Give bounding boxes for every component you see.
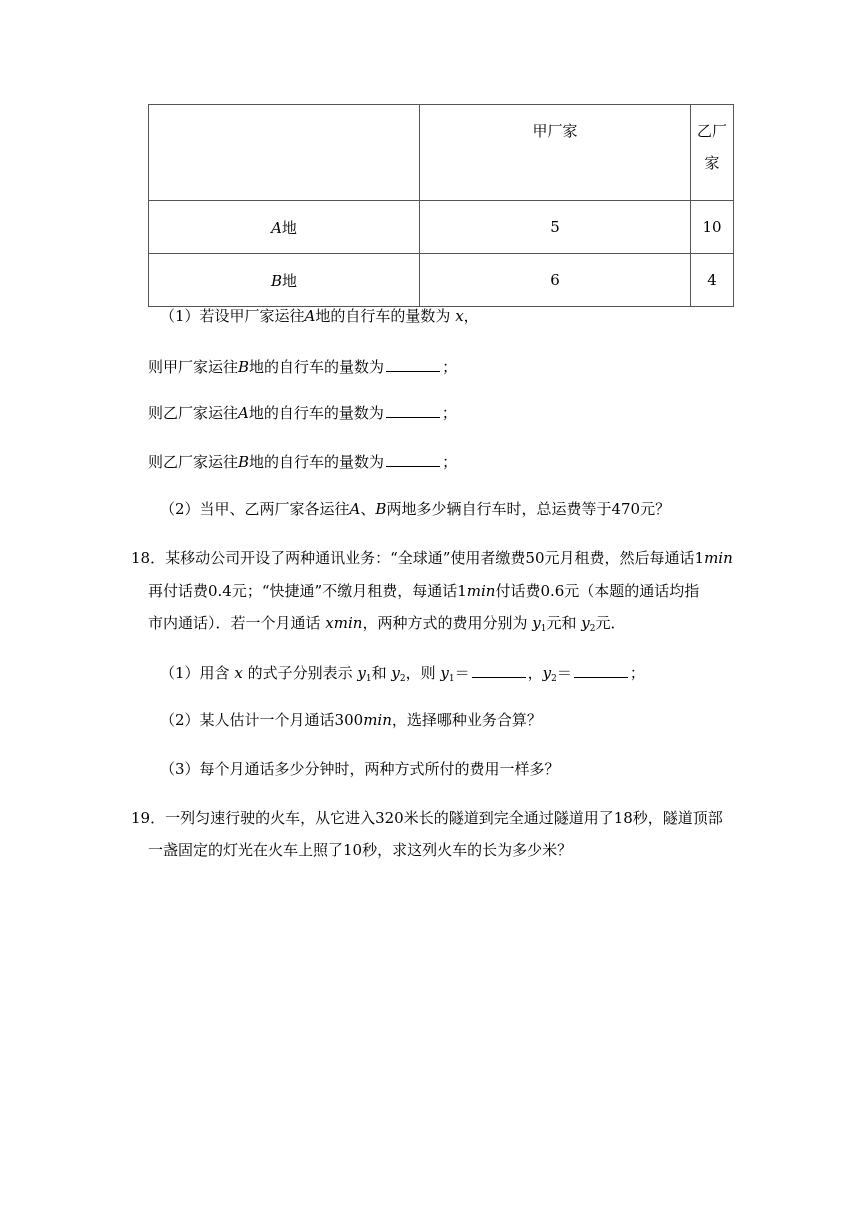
q17-line3: 则乙厂家运往A地的自行车的量数为 ； — [148, 404, 457, 422]
answer-blank — [386, 370, 440, 372]
header-jia: 甲厂家 — [420, 105, 691, 201]
q17-line4: 则乙厂家运往B地的自行车的量数为 ； — [148, 453, 458, 471]
q17-part1: （1）若设甲厂家运往A地的自行车的量数为 x， — [160, 307, 479, 325]
q18-line2: 再付话费0.4元；“快捷通”不缴月租费，每通话1min付话费0.6元（本题的通话均指 — [148, 582, 700, 600]
cell-yi-b: 4 — [691, 254, 734, 307]
cell-jia-a: 5 — [420, 201, 691, 254]
cell-jia-b: 6 — [420, 254, 691, 307]
row-label-a: A地 — [149, 201, 420, 254]
q19-line2: 一盏固定的灯光在火车上照了10秒，求这列火车的长为多少米？ — [148, 841, 573, 859]
q17-line2: 则甲厂家运往B地的自行车的量数为 ； — [148, 358, 458, 376]
table-row — [149, 254, 734, 307]
row-label-b: B地 — [149, 254, 420, 307]
answer-blank — [574, 676, 628, 678]
q18-line1: 18．某移动公司开设了两种通讯业务：“全球通”使用者缴费50元月租费，然后每通话1min — [131, 549, 733, 567]
q18-part1: （1）用含 x 的式子分别表示 $y_1$和 $y_2$，则 $y_1=$ ，$y_2=$ ； — [160, 664, 645, 684]
table-row — [149, 201, 734, 254]
q17-part2: （2）当甲、乙两厂家各运往A、B两地多少辆自行车时，总运费等于470元？ — [160, 500, 671, 518]
q19-line1: 19．一列匀速行驶的火车，从它进入320米长的隧道到完全通过隧道用了18秒，隧道顶部 — [131, 809, 723, 827]
q18-part2: （2）某人估计一个月通话300min，选择哪种业务合算？ — [160, 711, 542, 729]
answer-blank — [472, 676, 526, 678]
q18-line3: 市内通话）．若一个月通话 xmin，两种方式的费用分别为 $y_1$元和 $y_2$元． — [148, 614, 626, 634]
cell-yi-a: 10 — [691, 201, 734, 254]
header-yi: 乙厂家 — [691, 105, 734, 201]
table-corner-cell — [149, 105, 420, 201]
freight-cost-table — [148, 104, 734, 307]
answer-blank — [386, 416, 440, 418]
q18-part3: （3）每个月通话多少分钟时，两种方式所付的费用一样多？ — [160, 760, 560, 778]
answer-blank — [386, 465, 440, 467]
